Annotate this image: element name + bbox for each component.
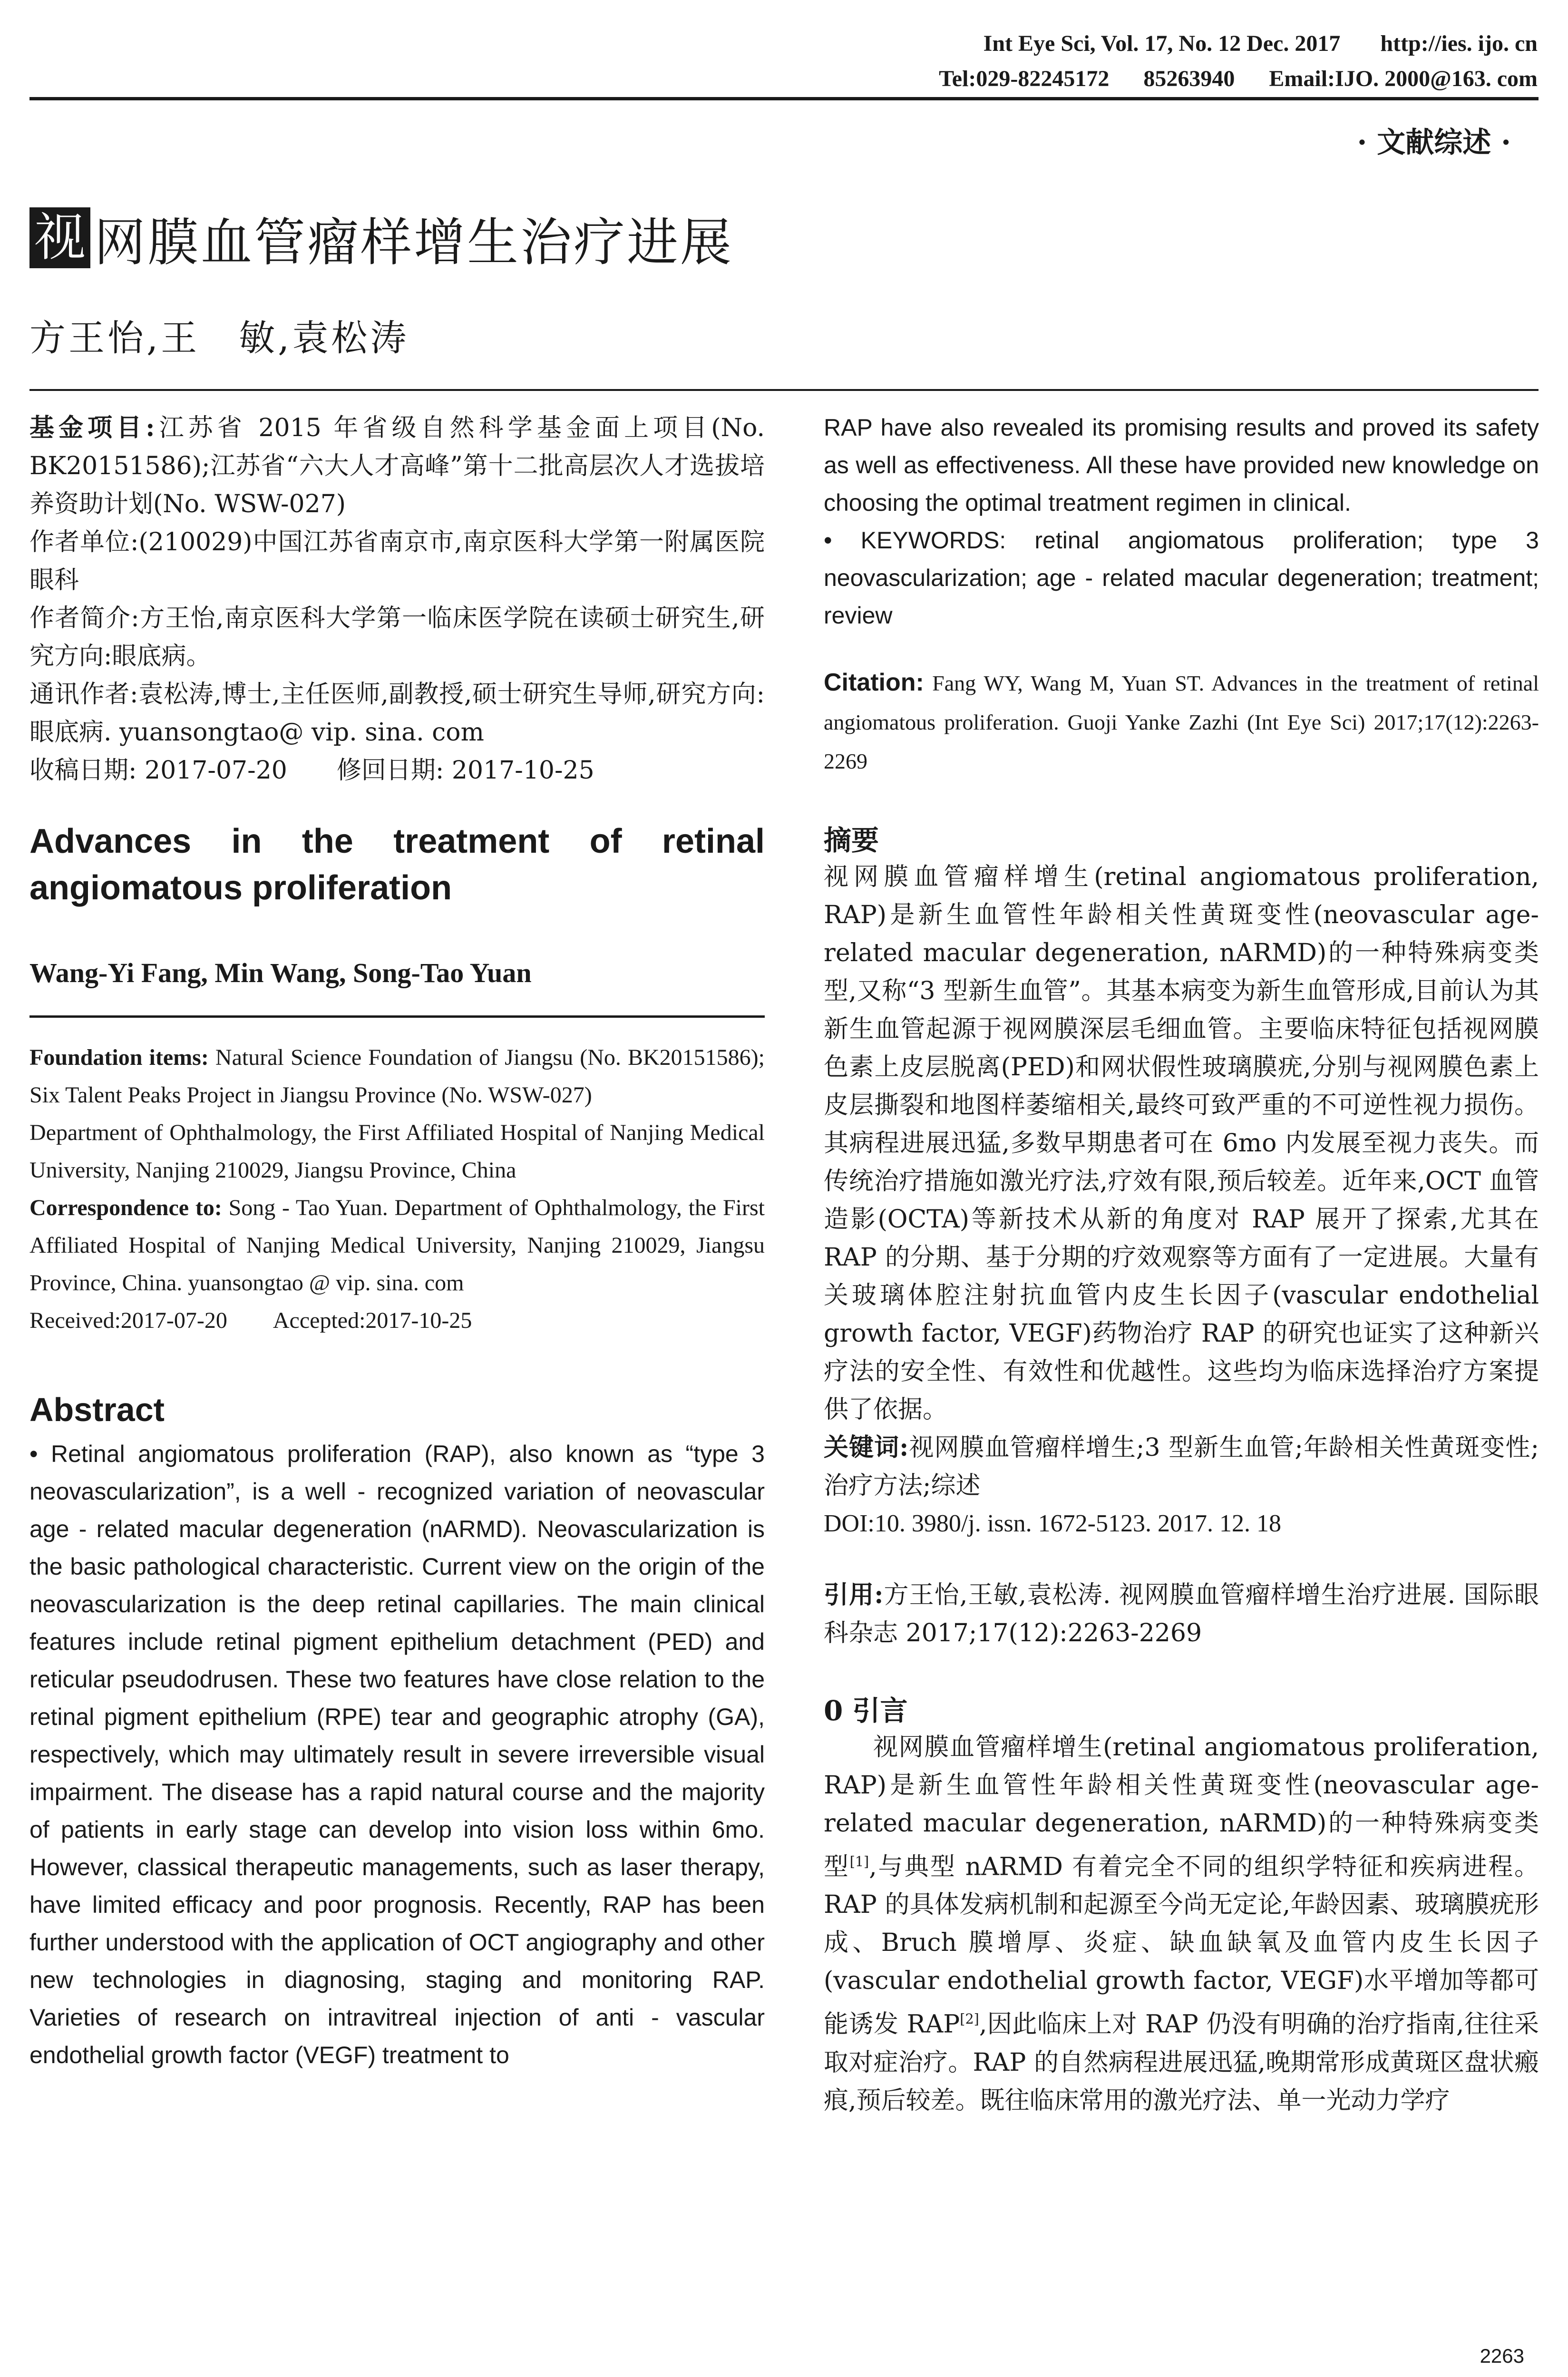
en-keywords: • KEYWORDS: retinal angiomatous proliferation; type 3 neovascularization; age - related macular degeneration; treatment; review (824, 527, 1539, 629)
intro-paragraph (824, 1728, 1539, 2120)
cn-unit: 作者单位:(210029)中国江苏省南京市,南京医科大学第一附属医院眼科 (29, 528, 765, 594)
cn-corresponding: 通讯作者:袁松涛,博士,主任医师,副教授,硕士研究生导师,研究方向:眼底病. yuansongtao@ vip. sina. com (29, 680, 765, 747)
cn-foundation-text: 江苏省 2015 年省级自然科学基金面上项目(No. BK20151586);江苏省“六大人才高峰”第十二批高层次人才选拔培养资助计划(No. WSW-027) (29, 414, 765, 518)
english-front-matter (29, 818, 765, 2074)
journal-header (729, 26, 1538, 97)
title-rule (29, 389, 1539, 391)
cn-author-intro: 作者简介:方王怡,南京医科大学第一临床医学院在读硕士研究生,研究方向:眼底病。 (29, 604, 765, 671)
cn-citation-text: 方王怡,王敏,袁松涛. 视网膜血管瘤样增生治疗进展. 国际眼科杂志 2017;17(12):2263-2269 (824, 1581, 1539, 1647)
en-dates: Received:2017-07-20 Accepted:2017-10-25 (29, 1308, 472, 1333)
en-citation-label: Citation: (824, 669, 924, 696)
en-citation (824, 663, 1539, 781)
en-foundation-text: Natural Science Foundation of Jiangsu (No. BK20151586); Six Talent Peaks Project in Jiangsu Province (No. WSW-027) (29, 1045, 765, 1108)
cn-keywords-label: 关键词: (824, 1433, 909, 1462)
en-foundation-label: Foundation items: (29, 1045, 209, 1070)
right-column (824, 409, 1539, 2120)
cn-citation-label: 引用: (824, 1580, 884, 1609)
left-column (29, 409, 765, 2068)
abstract-text-left: • Retinal angiomatous proliferation (RAP), also known as “type 3 neovascularization”, is a well - recognized variation of neovascular age - related macular degeneration (nARMD). Neovascularization is the basic pathological characteristic. Current view on the origin of the neovascularization is the deep retinal capillaries. The main clinical features include retinal pigment epithelium detachment (PED) and reticular pseudodrusen. These two features have close relation to the retinal pigment epithelium (RPE) tear and geographic atrophy (GA), respectively, which may ultimately result in severe irreversible visual impairment. The disease has a rapid natural course and the majority of patients in early stage can develop into vision loss within 6mo. However, classical therapeutic managements, such as laser therapy, have limited efficacy and poor prognosis. Recently, RAP has been further understood with the application of OCT angiography and other new technologies in diagnosing, staging and monitoring RAP. Varieties of research on intravitreal injection of anti - vascular endothelial growth factor (VEGF) treatment to (29, 1441, 765, 2068)
cn-meta (29, 409, 765, 789)
intro-ref-1: [1] (849, 1853, 869, 1870)
article-title (29, 205, 733, 271)
section-tag: · 文献综述 · (1357, 126, 1511, 159)
en-authors: Wang-Yi Fang, Min Wang, Song-Tao Yuan (29, 957, 532, 988)
en-citation-text: Fang WY, Wang M, Yuan ST. Advances in the treatment of retinal angiomatous proliferation. Guoji Yanke Zazhi (Int Eye Sci) 2017;17(12):2263-2269 (824, 671, 1539, 773)
intro-text-c: ,因此临床上对 RAP 仍没有明确的治疗指南,往往采取对症治疗。RAP 的自然病程进展迅猛,晚期常形成黄斑区盘状瘢痕,预后较差。既往临床常用的激光疗法、单一光动力学疗 (824, 2010, 1539, 2115)
journal-info-line: Int Eye Sci, Vol. 17, No. 12 Dec. 2017 http://ies. ijo. cn (983, 31, 1538, 56)
abstract-heading: Abstract (29, 1391, 165, 1428)
journal-contact-line: Tel:029-82245172 85263940 Email:IJO. 2000@163. com (939, 66, 1538, 91)
en-title: Advances in the treatment of retinal angiomatous proliferation (29, 822, 765, 907)
en-department: Department of Ophthalmology, the First Affiliated Hospital of Nanjing Medical University, Nanjing 210029, Jiangsu Province, China (29, 1120, 765, 1183)
intro-heading: 0 引言 (824, 1695, 908, 1727)
intro-ref-2: [2] (960, 2011, 979, 2027)
authors-cn: 方王怡,王 敏,袁松涛 (29, 317, 409, 359)
cn-abstract-heading: 摘要 (824, 824, 879, 857)
title-text: 网膜血管瘤样增生治疗进展 (94, 213, 734, 273)
title-first-char: 视 (29, 207, 90, 268)
intro-text-b: ,与典型 nARMD 有着完全不同的组织学特征和疾病进程。RAP 的具体发病机制和起源至今尚无定论,年龄因素、玻璃膜疣形成、Bruch 膜增厚、炎症、缺血缺氧及血管内皮生长因子(vascular endothelial growth factor, VEGF)水平增加等都可能诱发 RAP (824, 1852, 1539, 2039)
doi: DOI:10. 3980/j. issn. 1672-5123. 2017. 12. 18 (824, 1510, 1281, 1537)
en-meta (29, 1039, 765, 1339)
en-correspondence-text: Song - Tao Yuan. Department of Ophthalmology, the First Affiliated Hospital of Nanjing Medical University, Nanjing 210029, Jiangsu Province, China. yuansongtao @ vip. sina. com (29, 1195, 765, 1296)
en-authors-rule (29, 1015, 765, 1018)
header-rule (29, 97, 1539, 100)
page-number: 2263 (1480, 2345, 1524, 2367)
cn-keywords-text: 视网膜血管瘤样增生;3 型新生血管;年龄相关性黄斑变性;治疗方法;综述 (824, 1433, 1539, 1500)
abstract-text-right: RAP have also revealed its promising results and proved its safety as well as effectiveness. All these have provided new knowledge on choosing the optimal treatment regimen in clinical. (824, 414, 1539, 516)
cn-dates: 收稿日期: 2017-07-20 修回日期: 2017-10-25 (29, 756, 594, 785)
intro-text-a: 视网膜血管瘤样增生(retinal angiomatous proliferation, RAP)是新生血管性年龄相关性黄斑变性(neovascular age-related macular degeneration, nARMD)的一种特殊病变类型 (824, 1733, 1539, 1881)
en-correspondence-label: Correspondence to: (29, 1195, 222, 1220)
cn-foundation-label: 基金项目: (29, 413, 155, 442)
cn-abstract-text: 视网膜血管瘤样增生(retinal angiomatous proliferation, RAP)是新生血管性年龄相关性黄斑变性(neovascular age-related macular degeneration, nARMD)的一种特殊病变类型,又称“3 型新生血管”。其基本病变为新生血管形成,目前认为其新生血管起源于视网膜深层毛细血管。主要临床特征包括视网膜色素上皮层脱离(PED)和网状假性玻璃膜疣,分别与视网膜色素上皮层撕裂和地图样萎缩相关,最终可致严重的不可逆性视力损伤。其病程进展迅猛,多数早期患者可在 6mo 内发展至视力丧失。而传统治疗措施如激光疗法,疗效有限,预后较差。近年来,OCT 血管造影(OCTA)等新技术从新的角度对 RAP 展开了探索,尤其在 RAP 的分期、基于分期的疗效观察等方面有了一定进展。大量有关玻璃体腔注射抗血管内皮生长因子(vascular endothelial growth factor, VEGF)药物治疗 RAP 的研究也证实了这种新兴疗法的安全性、有效性和优越性。这些均为临床选择治疗方案提供了依据。 (824, 863, 1539, 1424)
